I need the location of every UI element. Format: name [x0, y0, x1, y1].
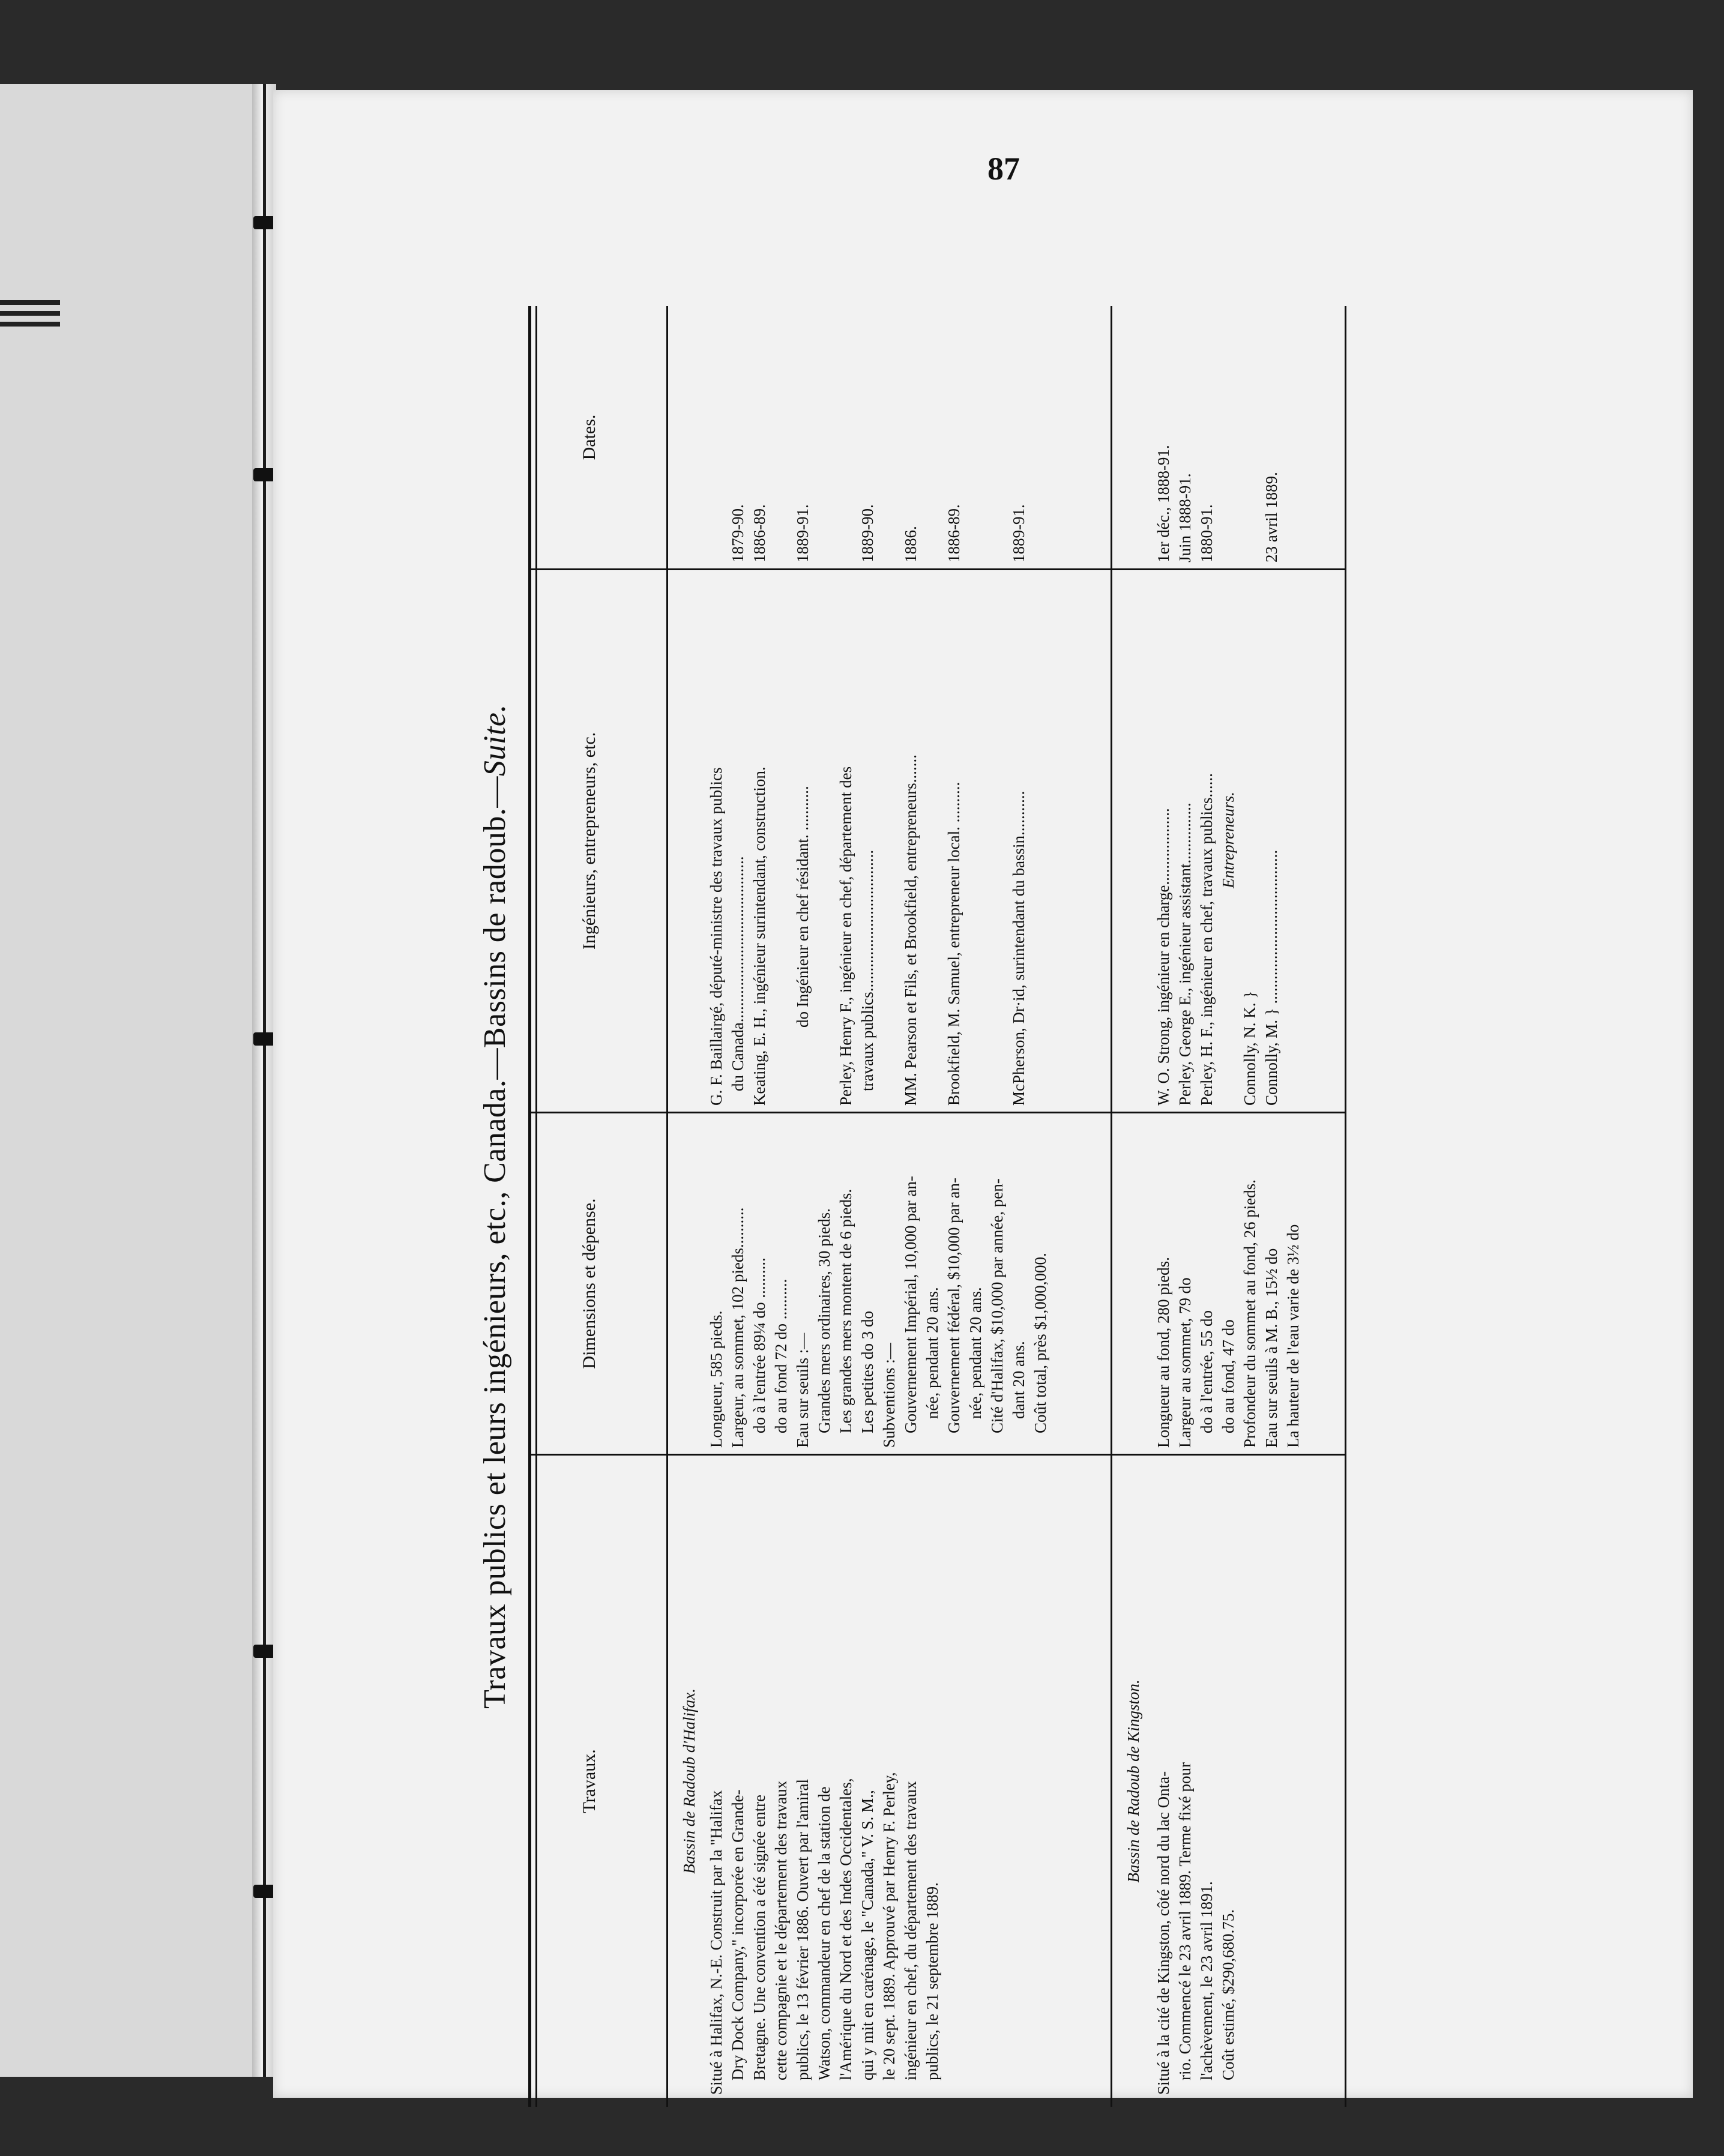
text-line: Entrepreneurs.	[1219, 792, 1237, 888]
text-line: McPherson, Dr·id, surintendant du bassin...........	[1010, 790, 1028, 1106]
text-line: do au fond, 47 do	[1219, 1319, 1237, 1433]
text-line: Connolly, M. } ......................................	[1262, 850, 1280, 1106]
text-line: Coût estimé, $290,680.75.	[1219, 1909, 1237, 2080]
halifax-dates-cell	[705, 310, 1051, 562]
text-line: Bretagne. Une convention a été signée entre	[750, 1794, 768, 2080]
header-dimensions: Dimensions et dépense.	[579, 1198, 599, 1369]
spine-binding-line	[263, 84, 266, 2077]
text-line	[813, 574, 835, 1106]
text-line: Perley, H. F., ingénieur en chef, travaux publics......	[1198, 773, 1216, 1106]
text-line: 23 avril 1889.	[1262, 472, 1280, 562]
column-rule	[528, 1112, 1345, 1113]
text-line: travaux publics...................................	[858, 850, 876, 1091]
text-line	[965, 574, 986, 1106]
column-rule	[528, 568, 1345, 570]
text-line: Les petites do 3 do	[858, 1311, 876, 1433]
text-line	[1029, 574, 1051, 1106]
header-bottom-rule	[666, 306, 668, 2107]
text-line: née, pendant 20 ans.	[923, 1287, 941, 1419]
text-line: 1879-90.	[729, 504, 747, 562]
text-line: Eau sur seuils :—	[794, 1332, 812, 1448]
kingston-ingenieurs-cell	[1153, 574, 1282, 1106]
stitch-mark	[253, 1885, 275, 1898]
text-line: Les grandes mers montent de 6 pieds.	[837, 1188, 855, 1433]
text-line: qui y mit en carénage, le "Canada," V. S. M.,	[858, 1790, 876, 2080]
text-line: 1889-90.	[858, 504, 876, 562]
halifax-travaux-cell	[705, 1465, 943, 2095]
text-line: Keating, E. H., ingénieur surintendant, construction.	[750, 766, 768, 1106]
text-line: 1889-91.	[1010, 504, 1028, 562]
header-travaux: Travaux.	[579, 1749, 599, 1813]
section-divider-rule	[1111, 306, 1112, 2107]
kingston-dates-cell	[1153, 310, 1282, 562]
text-line: Eau sur seuils à M. B., 15½ do	[1262, 1248, 1280, 1448]
text-line: do à l'entrée, 55 do	[1198, 1310, 1216, 1433]
text-line: 1886-89.	[750, 504, 768, 562]
previous-page-rules	[0, 300, 66, 333]
title-suite: Suite.	[478, 704, 512, 777]
section-title-halifax: Bassin de Radoub d'Halifax.	[680, 1688, 698, 1874]
text-line: Perley, George E., ingénieur assistant...............	[1176, 802, 1194, 1106]
header-ingenieurs: Ingénieurs, entrepreneurs, etc.	[579, 732, 599, 950]
text-line: La hauteur de l'eau varie de 3½ do	[1284, 1224, 1302, 1448]
text-line	[878, 574, 900, 1106]
stitch-mark	[253, 468, 275, 481]
text-line: l'Amérique du Nord et des Indes Occidentales,	[837, 1778, 855, 2080]
text-line: ingénieur en chef, du département des travaux	[902, 1781, 920, 2080]
text-line	[986, 574, 1008, 1106]
text-line: 1889-91.	[794, 504, 812, 562]
text-line: do Ingénieur en chef résidant. ...........	[794, 786, 812, 1028]
table-top-rule-thin	[535, 306, 537, 2107]
text-line: Longueur, 585 pieds.	[707, 1310, 725, 1448]
text-line: Gouvernement fédéral, $10,000 par an-	[945, 1178, 963, 1433]
text-line: publics, le 13 février 1886. Ouvert par l'amiral	[794, 1779, 812, 2080]
text-line: 1886-89.	[945, 504, 963, 562]
book-spine	[252, 84, 276, 2077]
halifax-dimensions-cell	[705, 1118, 1051, 1448]
text-line	[921, 310, 943, 562]
title-main: Travaux publics et leurs ingénieurs, etc., Canada.—Bassins de radoub.—	[478, 776, 512, 1709]
text-line	[986, 310, 1008, 562]
text-line: Cité d'Halifax, $10,000 par année, pen-	[988, 1178, 1006, 1433]
text-line: Coût total, près $1,000,000.	[1031, 1253, 1049, 1433]
text-line: le 20 sept. 1889. Approuvé par Henry F. Perley,	[880, 1772, 898, 2080]
text-line	[835, 310, 857, 562]
text-line: MM. Pearson et Fils, et Brookfield, entrepreneurs.......	[902, 754, 920, 1106]
text-line	[1239, 310, 1261, 562]
page-number: 87	[987, 151, 1020, 187]
header-dates: Dates.	[579, 414, 599, 460]
text-line	[965, 310, 986, 562]
text-line	[921, 574, 943, 1106]
table-top-rule	[528, 306, 531, 2107]
text-line: Subventions :—	[880, 1343, 898, 1448]
text-line: Gouvernement Impérial, 10,000 par an-	[902, 1176, 920, 1433]
text-line	[813, 310, 835, 562]
document-page	[273, 90, 1693, 2098]
text-line: Connolly, N. K. }	[1241, 990, 1259, 1106]
text-line: 1880-91.	[1198, 504, 1216, 562]
text-line: Brookfield, M. Samuel, entrepreneur local. ..........	[945, 781, 963, 1106]
text-line: do à l'entrée 89¼ do ..........	[750, 1257, 768, 1433]
text-line: Dry Dock Company," incorporée en Grande-	[729, 1789, 747, 2080]
table-bottom-rule	[1345, 306, 1346, 2107]
text-line: dant 20 ans.	[1010, 1341, 1028, 1419]
kingston-travaux-cell	[1153, 1465, 1239, 2095]
text-line	[1217, 310, 1239, 562]
text-line: Largeur au sommet, 79 do	[1176, 1277, 1194, 1448]
text-line: 1er déc., 1888-91.	[1154, 445, 1172, 562]
text-line: rio. Commencé le 23 avril 1889. Terme fixé pour	[1176, 1762, 1194, 2080]
text-line	[770, 574, 792, 1106]
text-line: Situé à Halifax, N.-E. Construit par la "Halifax	[707, 1790, 725, 2095]
text-line	[770, 310, 792, 562]
text-line: Perley, Henry F., ingénieur en chef, département des	[837, 766, 855, 1106]
previous-page-edge	[0, 84, 264, 2077]
text-line	[1029, 310, 1051, 562]
text-line: 1886.	[902, 526, 920, 562]
text-line: cette compagnie et le département des travaux	[772, 1780, 790, 2080]
stitch-mark	[253, 216, 275, 229]
text-line: W. O. Strong, ingénieur en charge...................	[1154, 808, 1172, 1106]
text-line: Longueur au fond, 280 pieds.	[1154, 1257, 1172, 1448]
stitch-mark	[253, 1645, 275, 1658]
rule-mark	[0, 311, 60, 316]
kingston-dimensions-cell	[1153, 1118, 1304, 1448]
text-line: l'achèvement, le 23 avril 1891.	[1198, 1881, 1216, 2080]
text-line	[705, 310, 727, 562]
halifax-ingenieurs-cell	[705, 574, 1051, 1106]
text-line: Situé à la cité de Kingston, côté nord du lac Onta-	[1154, 1771, 1172, 2095]
text-line: do au fond 72 do ..........	[772, 1278, 790, 1433]
text-line: née, pendant 20 ans.	[966, 1287, 984, 1419]
rule-mark	[0, 322, 60, 327]
text-line: Largeur, au sommet, 102 pieds..........	[729, 1207, 747, 1448]
text-line: Grandes mers ordinaires, 30 pieds.	[815, 1208, 833, 1433]
text-line: du Canada.........................................	[729, 856, 747, 1091]
text-line: Juin 1888-91.	[1176, 473, 1194, 562]
stitch-mark	[253, 1032, 275, 1046]
column-rule	[528, 1454, 1345, 1456]
page-title	[477, 306, 513, 2107]
text-line	[878, 310, 900, 562]
rule-mark	[0, 300, 60, 305]
text-line: Watson, commandeur en chef de la station de	[815, 1786, 833, 2080]
text-line: G. F. Baillairgé, député-ministre des travaux publics	[707, 767, 725, 1106]
text-line: publics, le 21 septembre 1889.	[923, 1882, 941, 2080]
rotated-table	[462, 306, 1363, 2107]
section-title-kingston: Bassin de Radoub de Kingston.	[1124, 1679, 1142, 1883]
text-line: Profondeur du sommet au fond, 26 pieds.	[1241, 1179, 1259, 1448]
